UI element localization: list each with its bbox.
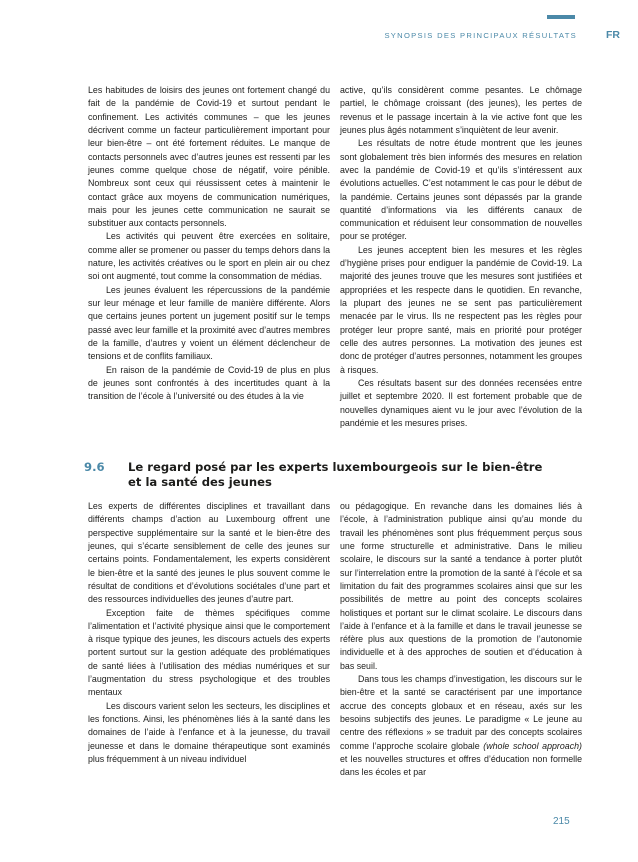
language-tag: FR (606, 29, 620, 41)
page-number: 215 (553, 816, 570, 827)
paragraph: En raison de la pandémie de Covid-19 de plus en plus de jeunes sont confrontés à des incertitudes quant à la transition de l’école à l’université ou des études à la vie (88, 364, 330, 402)
top-accent-bar (547, 15, 575, 19)
paragraph: ou pédagogique. En revanche dans les domaines liés à l’école, à l’administration publique ainsi qu’au monde du travail les phénomènes sont plus fréquemment perçus sous une forme structurelle et administrative. Dans le milieu scolaire, le discours sur la santé a tendance à porter plutôt sur l’interrelation entre la promotion de la santé à l’école et sa limitation du fait des programmes scolaires ainsi que sur les possibilités de mettre au point des concepts scolaires holistiques et portant sur le climat scolaire. Le discours dans l’aide à l’enfance et à la famille et dans le travail jeunesse se réfère plus aux questions de la promotion de l’autonomie individuelle et à des approches de soutien et d’éducation à bas seuil. (340, 501, 582, 671)
top-right-column (340, 84, 582, 430)
paragraph: Les discours varient selon les secteurs, les disciplines et les fonctions. Ainsi, les phénomènes liés à la santé dans les domaines de l’aide à l’enfance et à la jeunesse, du travail jeunesse et dans le domaine thérapeutique sont examinés plus fréquemment à un niveau individuel (88, 700, 330, 764)
paragraph: Les jeunes évaluent les répercussions de la pandémie sur leur ménage et leur famille de manière différente. Alors que certains jeunes portent un jugement positif sur le temps passé avec leur famille et la proximité avec d’autres membres de la famille, d’autres y voient un élément déclencheur de tensions et de conflits familiaux. (88, 284, 330, 362)
paragraph: Les jeunes acceptent bien les mesures et les règles d’hygiène prises pour endiguer la pandémie de Covid-19. La majorité des jeunes trouve que les mesures sont justifiées et appropriées et les respecte dans le quotidien. En revanche, la plupart des jeunes ne se sent pas particulièrement menacée par le virus. Ils ne respectent pas les règles pour protéger leur propre santé, mais en priorité pour protéger celle des autres personnes. La motivation des jeunes est donc de protéger d’autres personnes, notamment les groupes à risques. (340, 244, 582, 375)
emphasis: (whole school approach) (483, 740, 582, 751)
paragraph-text: Dans tous les champs d’investigation, les discours sur le bien-être et la santé se caractérisent par une importance accrue des concepts globaux et en réseau, axés sur les besoins subjectifs des jeunes. Le paradigme « Le jeune au centre des réflexions » se traduit par des concepts scolaires comme l’approche scolaire globale (340, 674, 582, 751)
paragraph: Les résultats de notre étude montrent que les jeunes sont globalement très bien informés des mesures en relation avec la pandémie de Covid-19 et qu’ils s’intéressent aux évolutions actuelles. C’est notamment le cas pour le début de la pandémie. Certains jeunes sont dépassés par la grande quantité d’informations via les différents canaux de communication et réduisent leur consommation de nouvelles pour se protéger. (340, 138, 582, 242)
bottom-left-column (88, 500, 330, 766)
top-left-column (88, 84, 330, 404)
section-title: Le regard posé par les experts luxembourgeois sur le bien-être et la santé des jeunes (128, 460, 543, 489)
paragraph (340, 673, 582, 780)
paragraph: active, qu’ils considèrent comme pesantes. Le chômage partiel, le chômage croissant (des jeunes), les pertes de revenus et le passage incertain à la vie active font que les jeunes plus âgés notamment s’inquiètent de leur avenir. (340, 85, 582, 135)
section-number: 9.6 (84, 460, 105, 474)
paragraph: Exception faite de thèmes spécifiques comme l’alimentation et l’activité physique ainsi que le comportement à risque typique des jeunes, les discours actuels des experts portent surtout sur la gestion adéquate des problématiques de santé liées à l’utilisation des médias numériques et sur l’augmentation du stress psychologique et des troubles mentaux (88, 607, 330, 698)
paragraph: Les habitudes de loisirs des jeunes ont fortement changé du fait de la pandémie de Covid-19 et surtout pendant le confinement. Les activités communes – que les jeunes décrivent comme un facteur particulièrement important pour leur bien-être – ont été fortement réduites. Le manque de contacts personnels avec d’autres jeunes est ressenti par les jeunes comme quelque chose de négatif, voire pénible. Nombreux sont ceux qui réussissent cetes à maintenir le contact grâce aux moyens de communication numériques, mais pour les jeunes cette communication ne saurait se substituer aux contacts personnels. (88, 85, 330, 229)
paragraph: Ces résultats basent sur des données recensées entre juillet et septembre 2020. Il est fortement probable que de nouvelles dynamiques aient vu le jour avec l’évolution de la pandémie et les mesures prises. (340, 377, 582, 428)
paragraph: Les experts de différentes disciplines et travaillant dans différents champs d’action au Luxembourg offrent une perspective supplémentaire sur la santé et le bien-être des jeunes, qui s’écarte sensiblement de celle des jeunes sur certains points. Fondamentalement, les experts considèrent le bien-être et la santé des jeunes le plus souvent comme le résultat de conditions et d’évolutions sociétales d’une part et des ressources individuelles des jeunes d’autre part. (88, 501, 330, 605)
bottom-right-column (340, 500, 582, 780)
paragraph-text: et les nouvelles structures et offres d’éducation non formelle dans les écoles et par (340, 753, 582, 778)
paragraph: Les activités qui peuvent être exercées en solitaire, comme aller se promener ou passer du temps dehors dans la nature, les activités créatives ou le sport en plein air ou chez soi ont augmenté, tout comme la consommation de médias. (88, 231, 330, 282)
running-header: SYNOPSIS DES PRINCIPAUX RÉSULTATS (384, 31, 577, 40)
